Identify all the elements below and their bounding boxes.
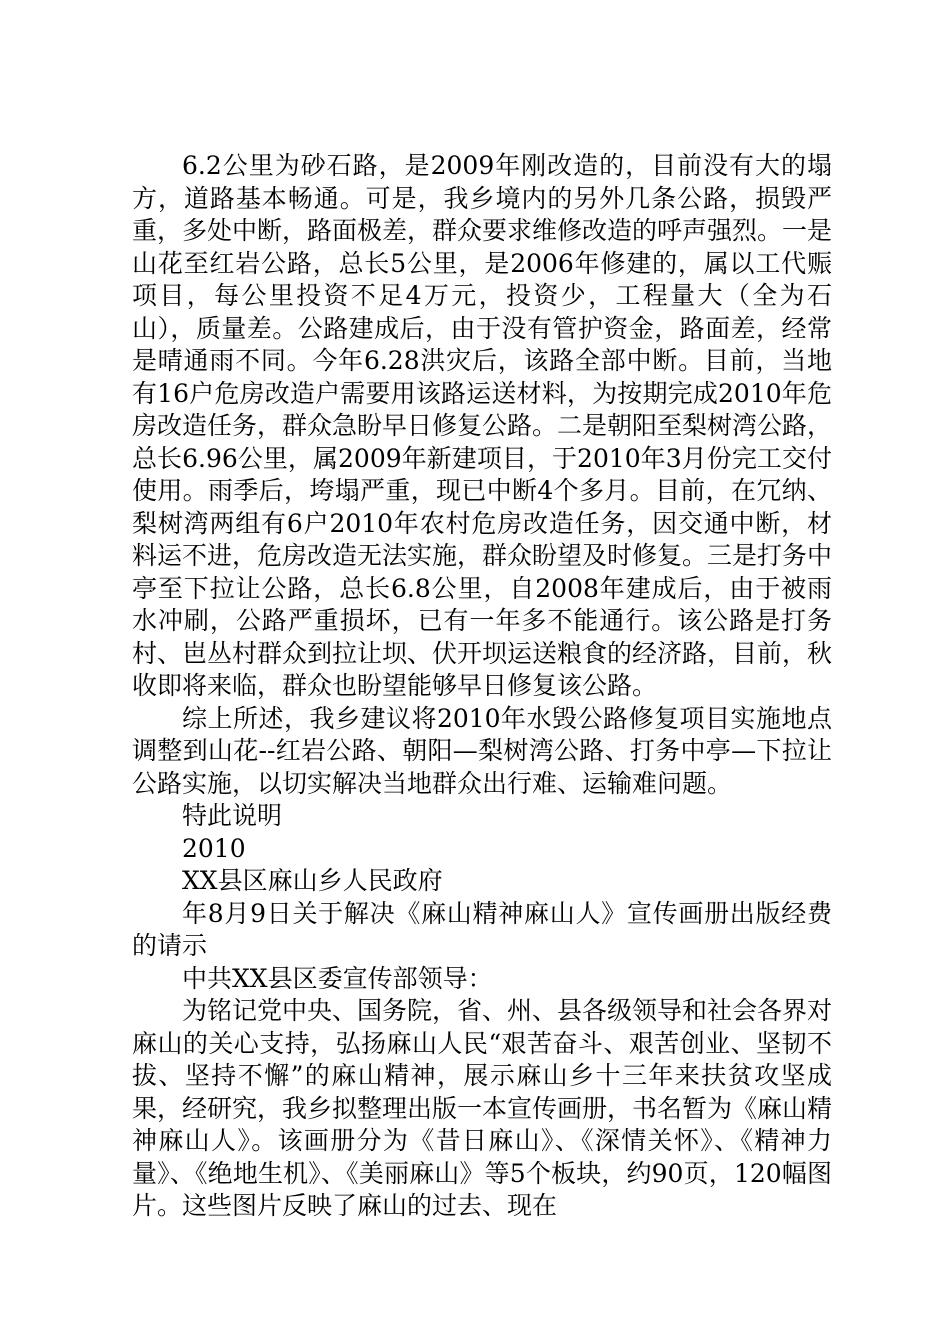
paragraph-signature: XX县区麻山乡人民政府 <box>182 866 443 895</box>
paragraph-closing: 特此说明 <box>182 801 283 830</box>
paragraph-addressee: 中共XX县区委宣传部领导： <box>182 963 493 993</box>
paragraph-road-status: 6.2公里为砂石路，是2009年刚改造的，目前没有大的塌方，道路基本畅通。可是，我乡境内的另外几条公路，损毁严重，多处中断，路面极差，群众要求维修改造的呼声强烈。一是山花至红岩公路，总长5公里，是2006年修建的，属以工代赈项目，每公里投资不足4万元，投资少，工程量大（全为石山），质量差。公路建成后，由于没有管护资金，路面差，经常是晴通雨不同。今年6.28洪灾后，该路全部中断。目前，当地有16户危房改造户需要用该路运送材料，为按期完成2010年危房改造任务，群众急盼早日修复公路。二是朝阳至梨树湾公路，总长6.96公里，属2009年新建项目，于2010年3月份完工交付使用。雨季后，垮塌严重，现已中断4个多月。目前，在冗纳、梨树湾两组有6户2010年农村危房改造任务，因交通中断，材料运不进，危房改造无法实施，群众盼望及时修复。三是打务中亭至下拉让公路，总长6.8公里，自2008年建成后，由于被雨水冲刷，公路严重损坏，已有一年多不能通行。该公路是打务村、岜丛村群众到拉让坝、伏开坝运送粮食的经济路，目前，秋收即将来临，群众也盼望能够早日修复该公路。 <box>132 151 833 700</box>
paragraph-summary: 综上所述，我乡建议将2010年水毁公路修复项目实施地点调整到山花--红岩公路、朝阳—梨树湾公路、打务中亭—下拉让公路实施，以切实解决当地群众出行难、运输难问题。 <box>132 703 832 798</box>
paragraph-year: 2010 <box>182 833 246 863</box>
paragraph-request-body: 为铭记党中央、国务院，省、州、县各级领导和社会各界对麻山的关心支持，弘扬麻山人民“艰苦奋斗、艰苦创业、坚韧不拔、坚持不懈”的麻山精神，展示麻山乡十三年来扶贫攻坚成果，经研究，我乡拟整理出版一本宣传画册，书名暂为《麻山精神麻山人》。该画册分为《昔日麻山》、《深情关怀》、《精神力量》、《绝地生机》、《美丽麻山》等5个板块，约90页，120幅图片。这些图片反映了麻山的过去、现在 <box>132 996 833 1220</box>
document-body <box>132 150 832 1223</box>
paragraph-date-and-title: 年8月9日关于解决《麻山精神麻山人》宣传画册出版经费的请示 <box>132 898 832 960</box>
